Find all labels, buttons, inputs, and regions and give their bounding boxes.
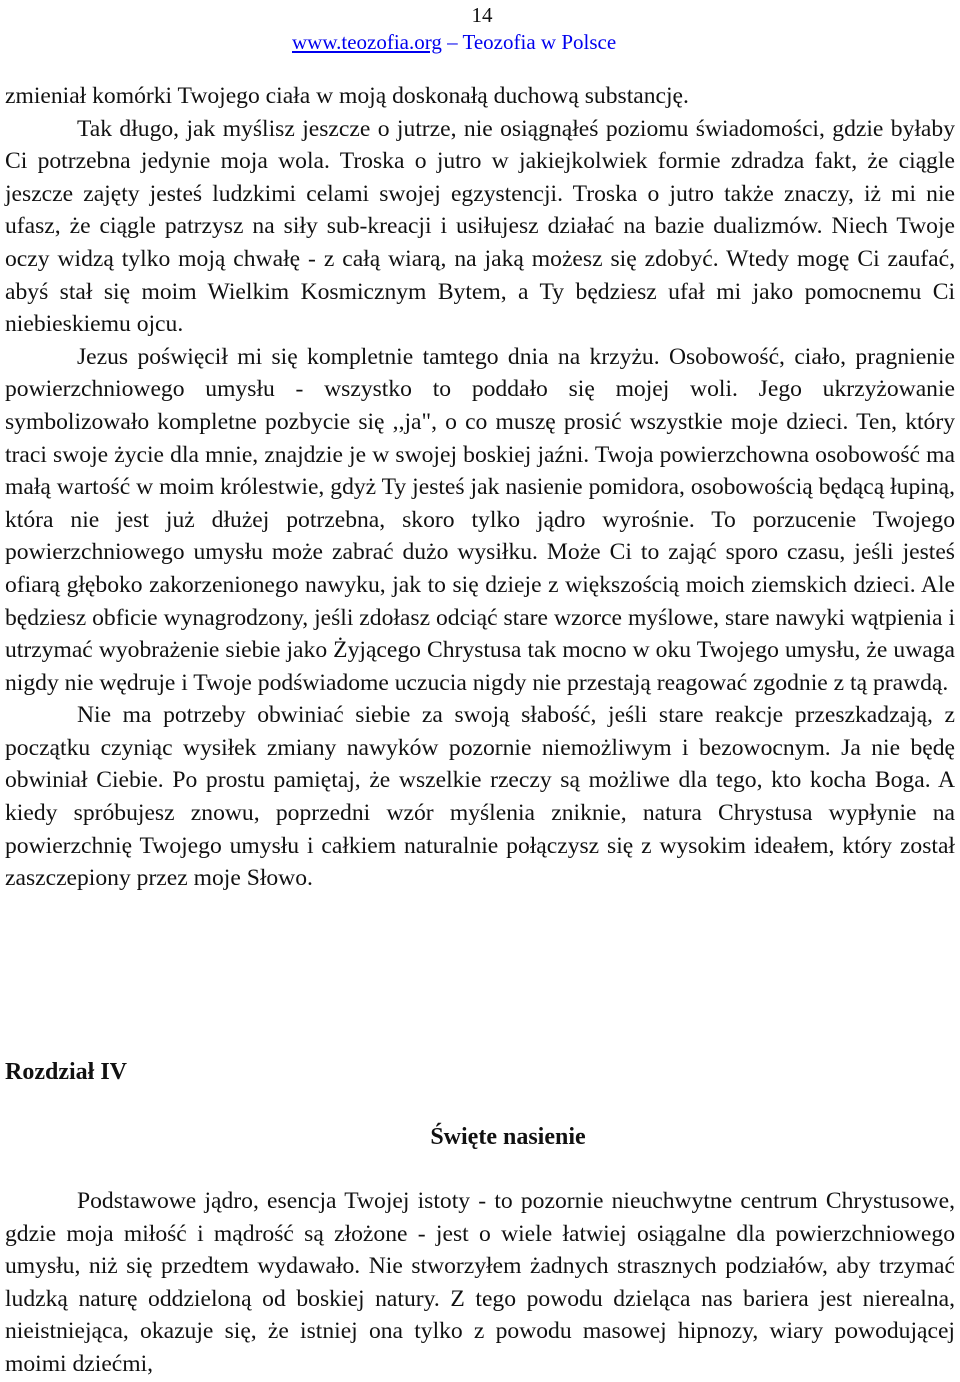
site-link[interactable]: www.teozofia.org — [292, 30, 442, 54]
paragraph: Tak długo, jak myślisz jeszcze o jutrze, nie osiągnąłeś poziomu świadomości, gdzie byłaby Ci potrzebna jedynie moja wola. Troska o jutro w jakiejkolwiek formie zdradza fakt, że ciągle jeszcze zajęty jesteś ludzkimi celami swojej egzystencji. Troska o jutro także znaczy, iż mi nie ufasz, że ciągle patrzysz na siły sub-kreacji i usiłujesz działać na bazie dualizmów. Niech Twoje oczy widzą tylko moją chwałę - z całą wiarą, na jaką możesz się zdobyć. Wtedy mogę Ci zaufać, abyś stał się moim Wielkim Kosmicznym Bytem, a Ty będziesz ufał mi jako pomocnemu Ci niebieskiemu ojcu. — [5, 115, 955, 338]
paragraph: Podstawowe jądro, esencja Twojej istoty - to pozornie nieuchwytne centrum Chrystusowe, gdzie moja miłość i mądrość są złożone - jest o wiele łatwiej osiągalne dla powierzchniowego umysłu, niż się przedtem wydawało. Nie stworzyłem żadnych strasznych podziałów, aby trzymać ludzką naturę oddzieloną od boskiej natury. Z tego powodu dzieląca nas bariera jest nierealna, nieistniejąca, okazuje się, że istniej ona tylko z powodu masowej hipnozy, wiary powodującej moimi dziećmi, — [5, 1188, 955, 1377]
section-title: Święte nasienie — [430, 1124, 586, 1150]
page-number: 14 — [471, 3, 493, 27]
section-body-text — [5, 1185, 955, 1381]
page-header — [5, 0, 955, 60]
header-title: Teozofia w Polsce — [462, 30, 617, 54]
chapter-heading: Rozdział IV — [5, 1059, 127, 1085]
body-text — [5, 80, 955, 895]
paragraph: Jezus poświęcił mi się kompletnie tamtego dnia na krzyżu. Osobowość, ciało, pragnienie powierzchniowego umysłu - wszystko to poddało się mojej woli. Jego ukrzyżowanie symbolizowało kompletne pozbycie się ,,ja", o co muszę prosić wszystkie moje dzieci. Ten, który traci swoje życie dla mnie, znajdzie je w swojej boskiej jaźni. Twoja powierzchowna osobowość ma małą wartość w moim królestwie, gdyż Ty jesteś jak nasienie pomidora, osobowością będącą łupiną, która nie jest już dłużej potrzebna, skoro tylko jądro wyrośnie. To porzucenie Twojego powierzchniowego umysłu może zabrać dużo wysiłku. Może Ci to zająć sporo czasu, jeśli jesteś ofiarą głęboko zakorzenionego nawyku, jak to się dzieje z większością moich ziemskich dzieci. Ale będziesz obficie wynagrodzony, jeśli zdołasz odciąć stare wzorce myślowe, stare nawyki wątpienia i utrzymać wyobrażenie siebie jako Żyjącego Chrystusa tak mocno w oku Twojego umysłu, że uwaga nigdy nie wędruje i Twoje podświadome uczucia nigdy nie przestają reagować zgodnie z tą prawdą. — [5, 343, 955, 696]
header-dash: – — [447, 30, 458, 54]
paragraph-continuation: zmieniał komórki Twojego ciała w moją doskonałą duchową substancję. — [5, 83, 689, 109]
paragraph: Nie ma potrzeby obwiniać siebie za swoją słabość, jeśli stare reakcje przeszkadzają, z początku czyniąc wysiłek zmiany nawyków pozornie niemożliwym i bezowocnym. Ja nie będę obwiniał Ciebie. Po prostu pamiętaj, że wszelkie rzeczy są możliwe dla tego, kto kocha Boga. A kiedy spróbujesz znowu, poprzedni wzór myślenia zniknie, natura Chrystusa wypłynie na powierzchnię Twojego umysłu i całkiem naturalnie połączysz się z wysokim ideałem, który został zaszczepiony przez moje Słowo. — [5, 702, 955, 892]
running-head — [292, 30, 616, 54]
